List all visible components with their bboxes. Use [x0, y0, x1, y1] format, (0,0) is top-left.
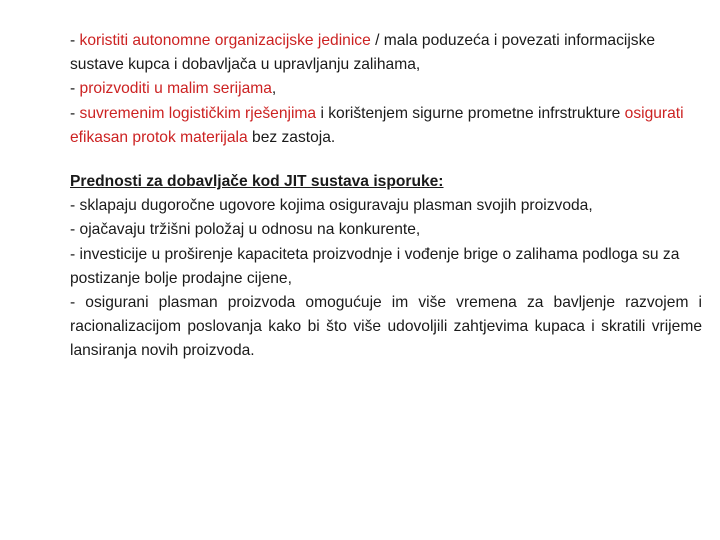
advantage-item-investments: - investicije u proširenje kapaciteta proizvodnje i vođenje brige o zalihama podloga su za postizanje bolje prodajne cijene, — [70, 245, 680, 287]
body-text: / mala poduzeća i povezati informacijske sustave kupca i dobavljača u upravljanju zalihama, — [70, 32, 656, 74]
highlight-text: koristiti autonomne organizacijske jedinice — [79, 32, 371, 49]
section-spacer — [70, 150, 702, 170]
advantage-item-market-position: - ojačavaju tržišni položaj u odnosu na konkurente, — [70, 221, 421, 239]
advantage-item-contracts: - sklapaju dugoročne ugovore kojima osiguravaju plasman svojih proizvoda, — [70, 197, 593, 215]
bullet-prefix: - — [70, 32, 80, 49]
advantage-item-development-time: - osigurani plasman proizvoda omogućuje im više vremena za bavljenje razvojem i racionalizacijom poslovanja kako bi što više udovoljili zahtjevima kupaca i skratili vrijeme lansiranja novih proizvoda. — [70, 294, 702, 360]
advantages-heading: Prednosti za dobavljače kod JIT sustava isporuke: — [70, 173, 444, 191]
bullet-prefix: - — [70, 104, 80, 122]
bullet-autonomous-units — [70, 29, 702, 77]
slide-content — [70, 29, 702, 364]
highlight-text: proizvoditi u malim serijama — [79, 80, 272, 98]
body-text: , — [271, 80, 277, 98]
body-text: bez zastoja. — [247, 128, 336, 146]
bullet-prefix: - — [70, 80, 80, 98]
highlight-text: osigurati efikasan protok materijala — [70, 104, 684, 146]
bullet-small-series — [70, 77, 702, 101]
body-text: i korištenjem sigurne prometne infrstrukture — [316, 104, 625, 122]
highlight-text: suvremenim logističkim rješenjima — [79, 104, 317, 122]
bullet-logistics — [70, 102, 702, 150]
